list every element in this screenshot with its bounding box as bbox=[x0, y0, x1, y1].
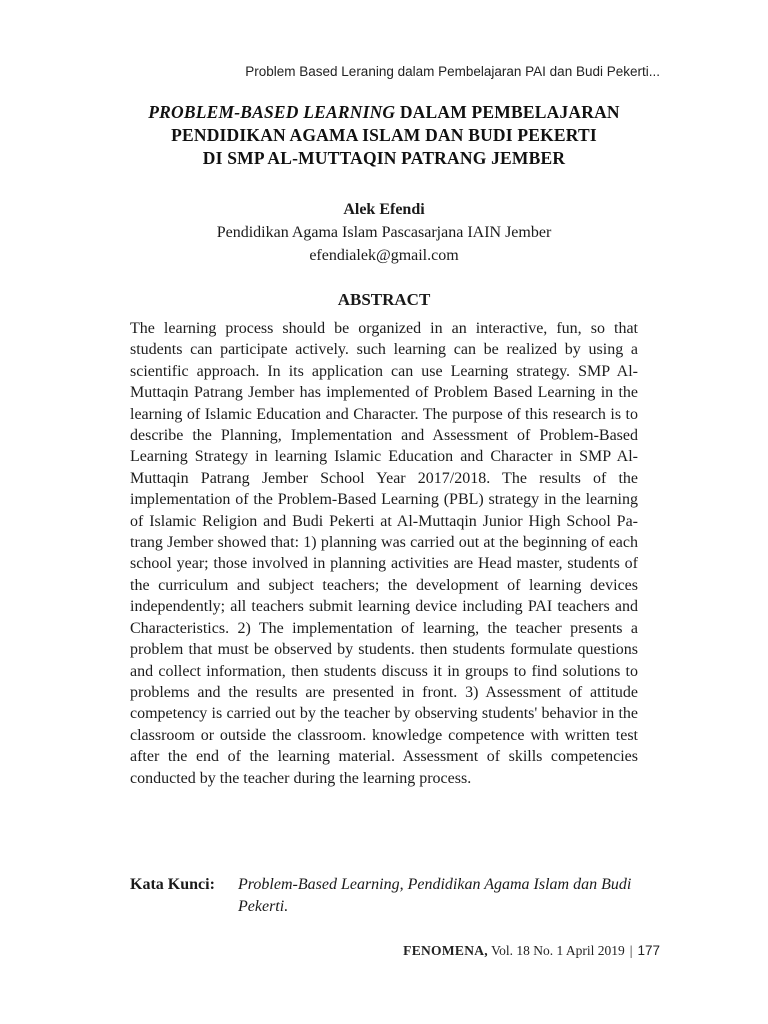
paper-title bbox=[110, 101, 658, 170]
author-name: Alek Efendi bbox=[343, 201, 425, 218]
abstract-body: The learning process should be organized in an interactive, fun, so that students can participate actively. such learning can be realized by using a scientific approach. In its application can use Learning strategy. SMP Al-Muttaqin Patrang Jember has implemented of Problem Based Learning in the learning of Islamic Education and Character. The purpose of this research is to describe the Planning, Implementation and Assessment of Problem-Based Learning Strategy in learning Islamic Education and Character in SMP Al-Muttaqin Patrang Jember School Year 2017/2018. The results of the implementation of the Problem-Based Learning (PBL) strategy in the learning of Islamic Religion and Budi Pekerti at Al-Muttaqin Junior High School Patrang Jember showed that: 1) planning was carried out at the beginning of each school year; those involved in planning activities are Head master, students of the curriculum and subject teachers; the development of learning devices independently; all teachers submit learning device including PAI teachers and Characteristics. 2) The implementation of learning, the teacher presents a problem that must be observed by students. then students formulate questions and collect information, then students discuss it in groups to find solutions to problems and the results are presented in front. 3) Assessment of attitude competency is carried out by the teacher by observing students' behavior in the classroom or outside the classroom. knowledge competence with written test after the end of the learning material. Assessment of skills competencies conducted by the teacher during the learning process. bbox=[130, 320, 638, 787]
footer-separator: | bbox=[629, 943, 633, 958]
page-number: 177 bbox=[637, 943, 660, 958]
journal-name: FENOMENA, bbox=[403, 943, 488, 958]
title-line-1 bbox=[110, 101, 658, 124]
keywords bbox=[130, 874, 638, 918]
keywords-label: Kata Kunci: bbox=[130, 876, 215, 893]
keywords-text: Problem-Based Learning, Pendidikan Agama Islam dan Budi Pekerti. bbox=[238, 876, 632, 915]
title-line-3: DI SMP AL-MUTTAQIN PATRANG JEMBER bbox=[202, 148, 566, 168]
page-footer bbox=[330, 943, 660, 959]
title-line-1-rest: DALAM PEMBELAJARAN bbox=[395, 102, 620, 122]
title-line-2: PENDIDIKAN AGAMA ISLAM DAN BUDI PEKERTI bbox=[171, 125, 597, 145]
running-head: Problem Based Leraning dalam Pembelajaran PAI dan Budi Pekerti... bbox=[245, 64, 660, 79]
abstract-heading: ABSTRACT bbox=[337, 290, 431, 309]
author-affiliation: Pendidikan Agama Islam Pascasarjana IAIN Jember bbox=[216, 224, 552, 241]
journal-issue: Vol. 18 No. 1 April 2019 bbox=[487, 943, 625, 958]
author-email: efendialek@gmail.com bbox=[309, 247, 459, 264]
title-italic-term: PROBLEM-BASED LEARNING bbox=[148, 102, 396, 122]
author-block bbox=[130, 198, 638, 267]
